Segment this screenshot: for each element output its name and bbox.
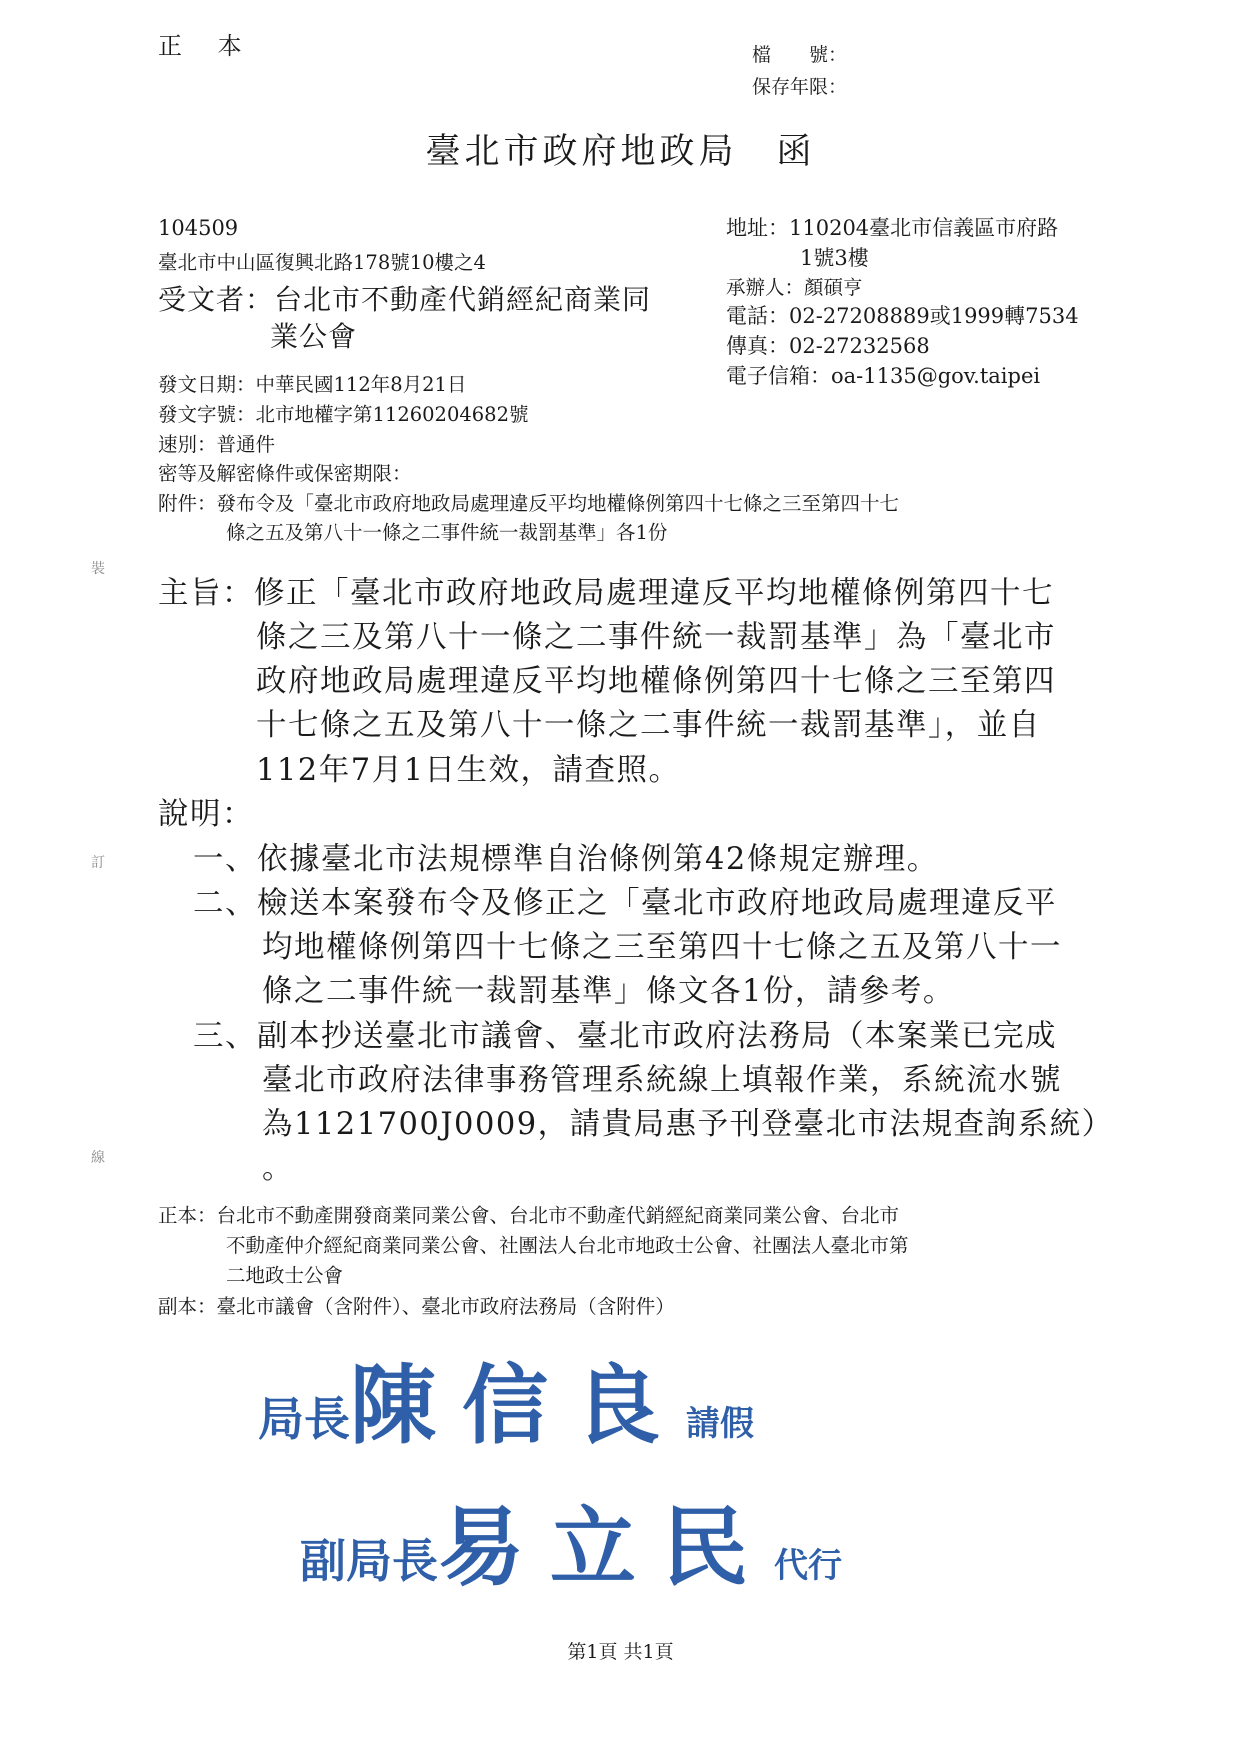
explanation-item2-line1: 二、檢送本案發布令及修正之「臺北市政府地政局處理違反平 xyxy=(193,886,1057,921)
sender-address-line1: 地址：110204臺北市信義區市府路 xyxy=(726,216,1059,240)
subject-line2: 條之三及第八十一條之二事件統一裁罰基準」為「臺北市 xyxy=(256,620,1056,655)
original-copy-mark: 正 本 xyxy=(158,32,256,60)
deputy-director-signature xyxy=(300,1478,842,1602)
leave-note: 請假 xyxy=(686,1404,754,1444)
subject-line3: 政府地政局處理違反平均地權條例第四十七條之三至第四 xyxy=(256,664,1056,699)
issue-date: 發文日期：中華民國112年8月21日 xyxy=(158,373,467,396)
original-recipients-line2: 不動產仲介經紀商業同業公會、社團法人台北市地政士公會、社團法人臺北市第 xyxy=(226,1234,909,1257)
sender-phone: 電話：02-27208889或1999轉7534 xyxy=(726,304,1079,328)
original-recipients-line1: 正本：台北市不動產開發商業同業公會、台北市不動產代銷經紀商業同業公會、台北市 xyxy=(158,1204,900,1227)
binding-mark: 訂 xyxy=(91,855,105,871)
delivery-speed: 速別：普通件 xyxy=(158,433,276,456)
sender-address-line2: 1號3樓 xyxy=(800,246,869,270)
sender-email: 電子信箱：oa-1135@gov.taipei xyxy=(726,364,1041,388)
explanation-item2-line2: 均地權條例第四十七條之三至第四十七條之五及第八十一 xyxy=(262,930,1062,965)
attachment-line1: 附件：發布令及「臺北市政府地政局處理違反平均地權條例第四十七條之三至第四十七 xyxy=(158,492,900,515)
secrecy-level: 密等及解密條件或保密期限： xyxy=(158,462,412,485)
copy-recipients: 副本：臺北市議會（含附件）、臺北市政府法務局（含附件） xyxy=(158,1295,675,1318)
subject-line4: 十七條之五及第八十一條之二事件統一裁罰基準」，並自 xyxy=(256,708,1041,743)
file-number-label: 檔 號： xyxy=(752,44,848,66)
director-signature xyxy=(258,1336,754,1460)
original-recipients-line3: 二地政士公會 xyxy=(226,1264,344,1287)
acting-note: 代行 xyxy=(774,1546,842,1586)
page-number: 第1頁 共1頁 xyxy=(567,1641,674,1663)
subject-line1: 主旨：修正「臺北市政府地政局處理違反平均地權條例第四十七 xyxy=(158,576,1054,611)
explanation-item3-line4: 。 xyxy=(262,1151,294,1186)
explanation-item3-line1: 三、副本抄送臺北市議會、臺北市政府法務局（本案業已完成 xyxy=(193,1019,1057,1054)
retention-period-label: 保存年限： xyxy=(752,76,848,98)
document-number: 發文字號：北市地權字第11260204682號 xyxy=(158,403,529,426)
attachment-line2: 條之五及第八十一條之二事件統一裁罰基準」各1份 xyxy=(226,521,668,544)
recipient-name-line1: 受文者：台北市不動產代銷經紀商業同 xyxy=(158,283,652,316)
sender-contact-person: 承辦人：顏碩亨 xyxy=(726,276,863,299)
binding-mark: 裝 xyxy=(91,561,105,577)
recipient-name-line2: 業公會 xyxy=(270,320,358,353)
explanation-item1: 一、依據臺北市法規標準自治條例第42條規定辦理。 xyxy=(193,842,939,877)
director-name: 陳信良 xyxy=(350,1355,686,1456)
explanation-item3-line2: 臺北市政府法律事務管理系統線上填報作業，系統流水號 xyxy=(262,1063,1062,1098)
recipient-zip: 104509 xyxy=(158,216,239,240)
explanation-heading: 說明： xyxy=(158,797,254,832)
explanation-item2-line3: 條之二事件統一裁罰基準」條文各1份，請參考。 xyxy=(262,974,955,1009)
binding-mark: 線 xyxy=(91,1150,105,1166)
director-title: 局長 xyxy=(258,1392,350,1446)
document-title: 臺北市政府地政局 函 xyxy=(425,132,816,172)
sender-fax: 傳真：02-27232568 xyxy=(726,334,930,358)
deputy-title: 副局長 xyxy=(300,1534,438,1588)
explanation-item3-line3: 為1121700J0009，請貴局惠予刊登臺北市法規查詢系統） xyxy=(262,1107,1114,1142)
deputy-name: 易立民 xyxy=(438,1497,774,1598)
recipient-address: 臺北市中山區復興北路178號10樓之4 xyxy=(158,251,486,274)
subject-line5: 112年7月1日生效，請查照。 xyxy=(256,753,681,788)
